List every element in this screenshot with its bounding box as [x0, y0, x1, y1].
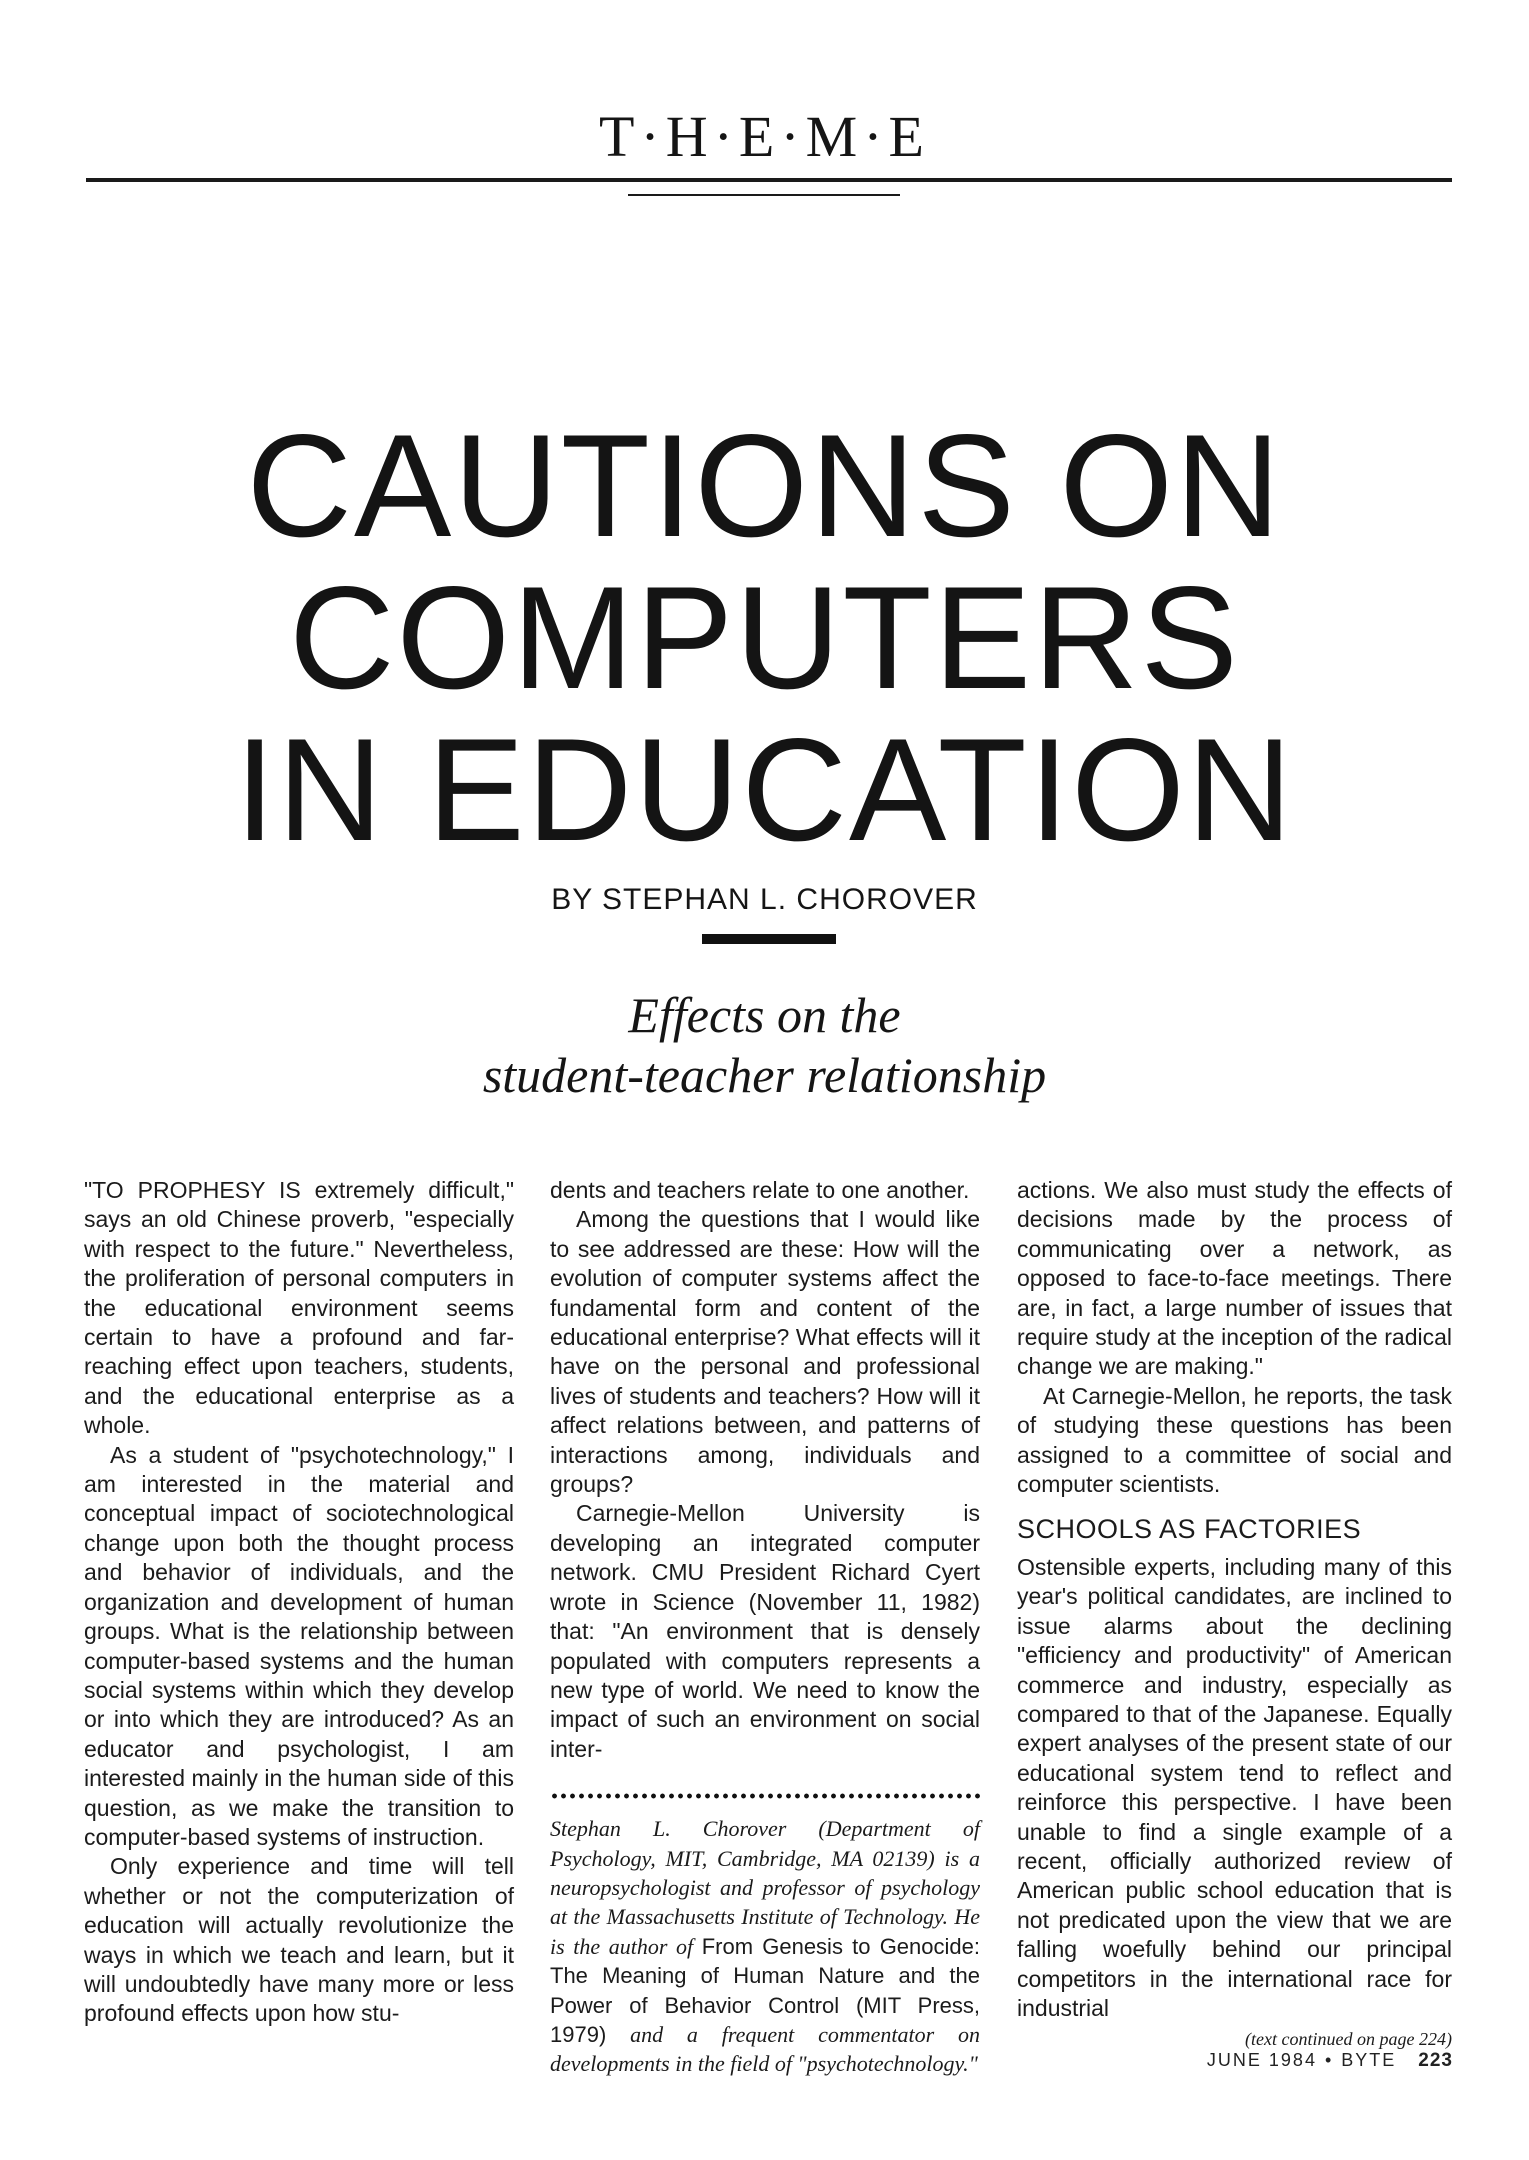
header-subrule — [628, 194, 900, 196]
body-column-2 — [550, 1176, 980, 2079]
paragraph: "TO PROPHESY IS extremely difficult," says an old Chinese proverb, "especially with respect to the future." Nevertheless, the proliferation of personal computers in the educational environment seems certain to have a profound and far-reaching effect upon teachers, students, and the educational enterprise as a whole. — [84, 1177, 514, 1439]
title-line-3: IN EDUCATION — [234, 708, 1295, 871]
deck-line-1: Effects on the — [628, 987, 901, 1043]
section-heading: SCHOOLS AS FACTORIES — [1017, 1514, 1362, 1545]
continued-note: (text continued on page 224) — [1245, 2029, 1452, 2050]
paragraph: dents and teachers relate to one another. — [550, 1177, 970, 1203]
deck-line-2: student-teacher relationship — [482, 1047, 1047, 1103]
body-column-3 — [1017, 1176, 1452, 2055]
byline-bar — [702, 934, 836, 944]
paragraph: Only experience and time will tell whether or not the computerization of education will actually revolutionize the ways in which we teach and learn, but it will undoubtedly have many more or less profound effects upon how stu- — [84, 1853, 514, 2027]
page-number: 223 — [1418, 2050, 1453, 2071]
footer-magazine: BYTE — [1341, 2050, 1397, 2070]
article-title — [0, 404, 1529, 871]
theme-label: T·H·E·M·E — [598, 104, 930, 169]
body-column-1 — [84, 1176, 514, 2029]
header-rule — [86, 178, 1452, 182]
bio-text: Stephan L. Chorover (Department of Psychology, MIT, Cambridge, MA 02139) is a neuropsychologist and professor of psychology at the Massachusetts Institute of Technology. He is the author of — [550, 1816, 980, 1959]
paragraph: Among the questions that I would like to see addressed are these: How will the evolution of computer systems affect the fundamental form and content of the educational enterprise? What effects will it have on the personal and professional lives of students and teachers? How will it affect relations between, and patterns of interactions among, individuals and groups? — [550, 1206, 980, 1498]
paragraph: At Carnegie-Mellon, he reports, the task of studying these questions has been assigned to a committee of social and computer scientists. — [1017, 1382, 1452, 1498]
bio-book-title: From Genesis to Genocide: The Meaning of Human Nature and the Power of Behavior Control (MIT Press, 1979) — [550, 1933, 980, 2047]
footer-date: JUNE 1984 — [1206, 2050, 1317, 2070]
byline: BY STEPHAN L. CHOROVER — [551, 883, 978, 916]
paragraph: Carnegie-Mellon University is developing an integrated computer network. CMU President Richard Cyert wrote in Science (November 11, 1982) that: "An environment that is densely populated with computers represents a new type of world. We need to know the impact of such an environment on social inter- — [550, 1500, 980, 1762]
page-footer — [1207, 2050, 1453, 2072]
bio-text-end: and a frequent commentator on developments in the field of "psychotechnology." — [550, 2021, 980, 2077]
paragraph: As a student of "psychotechnology," I am interested in the material and conceptual impact of sociotechnological change upon both the thought process and behavior of individuals, and the organization and development of human groups. What is the relationship between computer-based systems and the human social systems within which they develop or into which they are introduced? As an educator and psychologist, I am interested mainly in the human side of this question, as we make the transition to computer-based systems of instruction. — [84, 1441, 514, 1850]
dotted-divider — [550, 1792, 980, 1800]
title-line-1: CAUTIONS ON — [246, 404, 1283, 567]
deck — [0, 985, 1529, 1105]
paragraph: actions. We also must study the effects of decisions made by the process of communicating over a network, as opposed to face-to-face meetings. There are, in fact, a large number of issues that require study at the inception of the radical change we are making." — [1017, 1177, 1452, 1380]
footer-separator: • — [1324, 2050, 1334, 2070]
author-bio — [550, 1814, 980, 2079]
paragraph: Ostensible experts, including many of this year's political candidates, are inclined to issue alarms about the declining "efficiency and productivity" of American commerce and industry, especially as compared to that of the Japanese. Equally expert analyses of the present state of our educational system tend to reflect and reinforce this perspective. I have been unable to find a single example of a recent, officially authorized review of American public school education that is not predicated upon the view that we are falling woefully behind our principal competitors in the international race for industrial — [1017, 1553, 1452, 2021]
title-line-2: COMPUTERS — [289, 556, 1240, 719]
